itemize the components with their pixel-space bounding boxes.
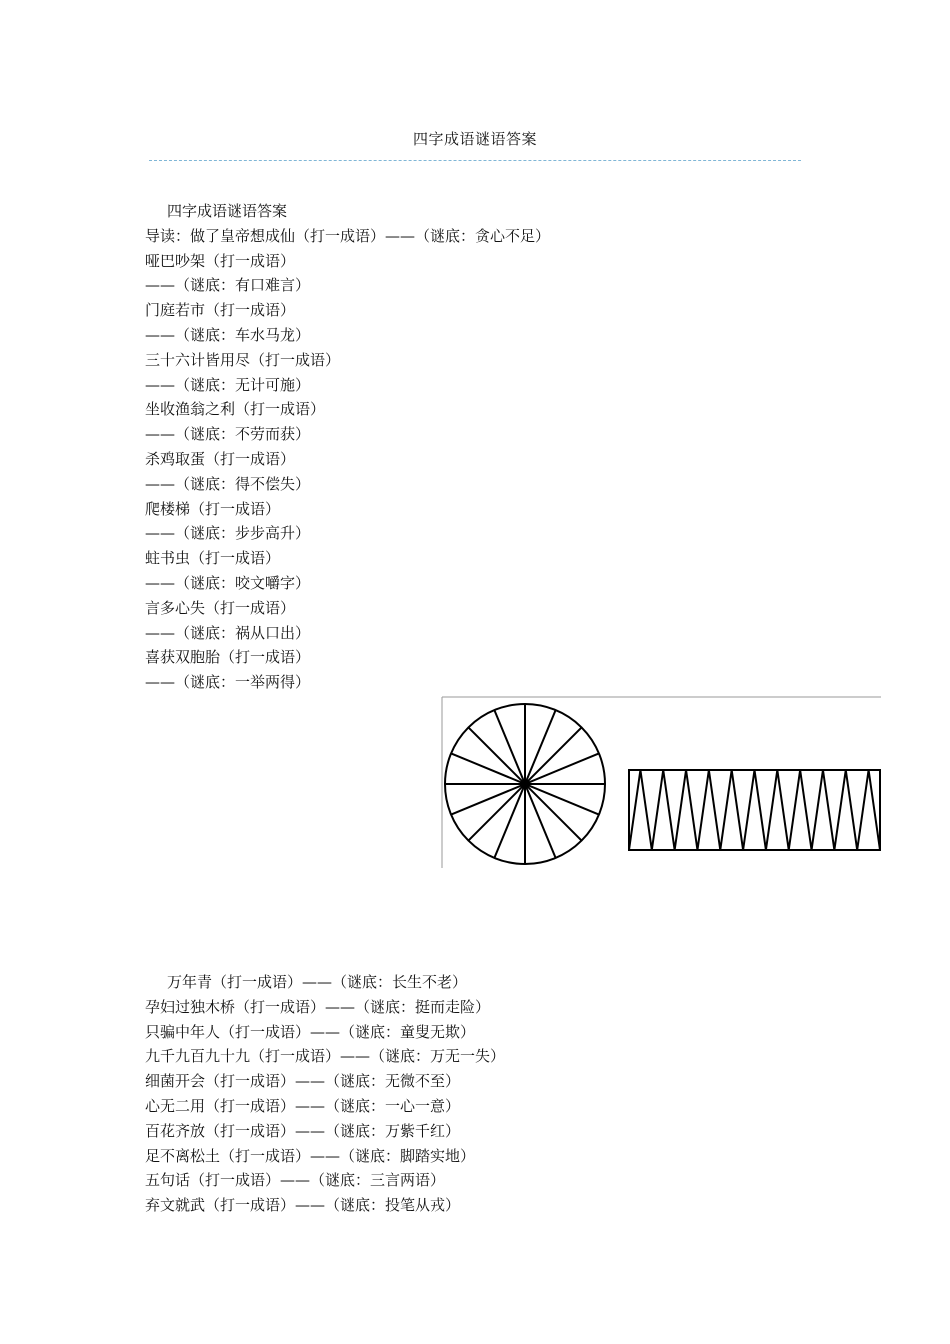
header-divider bbox=[149, 160, 801, 161]
riddle-line: 导读：做了皇帝想成仙（打一成语）——（谜底：贪心不足） bbox=[145, 226, 551, 245]
riddle-question: 三十六计皆用尽（打一成语） bbox=[145, 350, 341, 369]
riddle-question: 杀鸡取蛋（打一成语） bbox=[145, 449, 296, 468]
riddle-answer: ——（谜底：一举两得） bbox=[145, 673, 311, 692]
riddle-answer: ——（谜底：有口难言） bbox=[145, 276, 311, 295]
riddle-answer: ——（谜底：咬文嚼字） bbox=[145, 573, 311, 592]
riddle-answer: ——（谜底：得不偿失） bbox=[145, 474, 311, 493]
riddle-figure bbox=[441, 696, 881, 868]
section-heading: 四字成语谜语答案 bbox=[167, 202, 288, 220]
riddle-line: 只骗中年人（打一成语）——（谜底：童叟无欺） bbox=[145, 1022, 476, 1041]
riddle-question: 坐收渔翁之利（打一成语） bbox=[145, 400, 326, 419]
riddle-line: 足不离松土（打一成语）——（谜底：脚踏实地） bbox=[145, 1146, 476, 1165]
figure-drawing bbox=[441, 696, 881, 868]
riddle-line: 弃文就武（打一成语）——（谜底：投笔从戎） bbox=[145, 1196, 461, 1215]
riddle-line: 心无二用（打一成语）——（谜底：一心一意） bbox=[145, 1096, 461, 1115]
riddle-line: 细菌开会（打一成语）——（谜底：无微不至） bbox=[145, 1072, 461, 1091]
riddle-question: 蛀书虫（打一成语） bbox=[145, 549, 281, 568]
riddle-answer: ——（谜底：祸从口出） bbox=[145, 623, 311, 642]
riddle-line: 五句话（打一成语）——（谜底：三言两语） bbox=[145, 1171, 446, 1190]
riddle-question: 门庭若市（打一成语） bbox=[145, 301, 296, 320]
riddle-line: 孕妇过独木桥（打一成语）——（谜底：挺而走险） bbox=[145, 997, 491, 1016]
spoked-wheel bbox=[445, 704, 605, 864]
page-title: 四字成语谜语答案 bbox=[412, 130, 537, 148]
riddle-question: 喜获双胞胎（打一成语） bbox=[145, 648, 311, 667]
riddle-answer: ——（谜底：不劳而获） bbox=[145, 425, 311, 444]
zigzag-line bbox=[629, 770, 880, 850]
riddle-section-2 bbox=[145, 970, 505, 1218]
riddle-section-1 bbox=[145, 199, 550, 695]
riddle-line: 百花齐放（打一成语）——（谜底：万紫千红） bbox=[145, 1121, 461, 1140]
riddle-line: 万年青（打一成语）——（谜底：长生不老） bbox=[167, 973, 468, 991]
zigzag-frame bbox=[629, 770, 880, 850]
riddle-answer: ——（谜底：步步高升） bbox=[145, 524, 311, 543]
riddle-question: 爬楼梯（打一成语） bbox=[145, 499, 281, 518]
riddle-line: 九千九百九十九（打一成语）——（谜底：万无一失） bbox=[145, 1047, 506, 1066]
riddle-answer: ——（谜底：无计可施） bbox=[145, 375, 311, 394]
riddle-answer: ——（谜底：车水马龙） bbox=[145, 325, 311, 344]
zigzag-band bbox=[629, 770, 880, 850]
riddle-question: 言多心失（打一成语） bbox=[145, 598, 296, 617]
riddle-question: 哑巴吵架（打一成语） bbox=[145, 251, 296, 270]
